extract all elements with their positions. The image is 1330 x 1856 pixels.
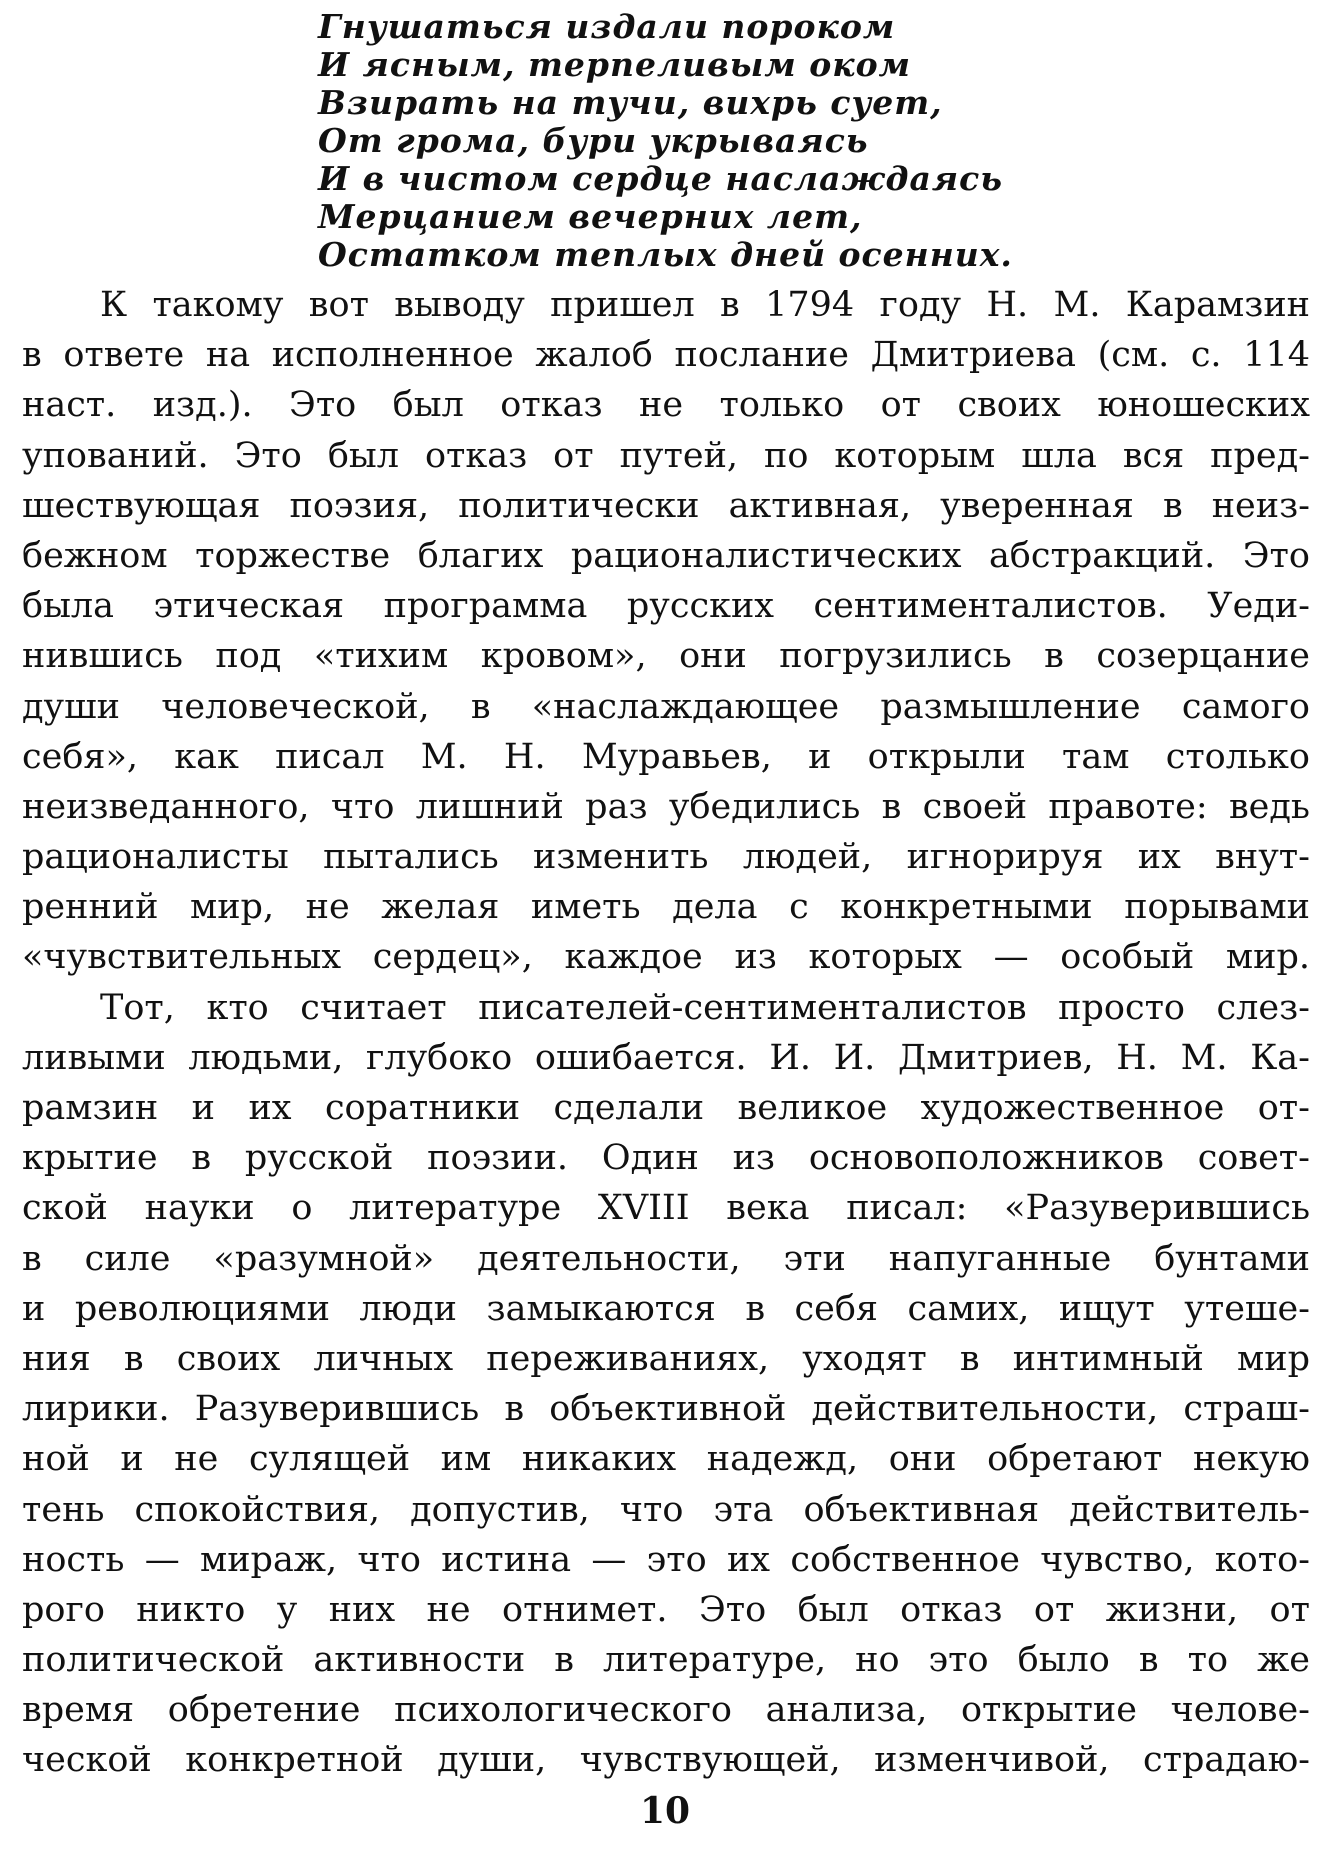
verse-epigraph	[318, 8, 1078, 274]
page-number: 10	[639, 1790, 691, 1832]
verse-line: И в чистом сердце наслаждаясь	[318, 159, 1004, 198]
text-line: неизведанного, что лишний раз убедились в своей правоте: ведь	[22, 786, 1310, 827]
text-line: тень спокойствия, допустив, что эта объективная действитель-	[22, 1489, 1310, 1530]
text-line: ность — мираж, что истина — это их собственное чувство, кото-	[22, 1539, 1310, 1580]
text-line: время обретение психологического анализа, открытие челове-	[22, 1690, 1310, 1731]
text-line: наст. изд.). Это был отказ не только от своих юношеских	[22, 385, 1310, 426]
text-line: ной и не сулящей им никаких надежд, они обретают некую	[22, 1439, 1310, 1480]
text-line: ренний мир, не желая иметь дела с конкретными порывами	[22, 887, 1310, 928]
text-line: ния в своих личных переживаниях, уходят в интимный мир	[22, 1338, 1310, 1379]
text-line: лирики. Разуверившись в объективной действительности, страш-	[22, 1389, 1310, 1430]
text-line: шествующая поэзия, политически активная, уверенная в неиз-	[22, 485, 1310, 526]
paragraph-1	[22, 280, 1310, 983]
body-text	[22, 280, 1310, 1786]
verse-line: Взирать на тучи, вихрь сует,	[318, 83, 943, 122]
text-line: ливыми людьми, глубоко ошибается. И. И. Дмитриев, Н. М. Ка-	[22, 1037, 1310, 1078]
text-line: Тот, кто считает писателей-сентименталистов просто слез-	[100, 987, 1310, 1028]
text-line: рого никто у них не отнимет. Это был отказ от жизни, от	[22, 1589, 1310, 1630]
verse-line: И ясным, терпеливым оком	[318, 45, 911, 84]
paragraph-2	[22, 983, 1310, 1786]
text-line: ской науки о литературе XVIII века писал: «Разуверившись	[22, 1188, 1310, 1229]
text-line: рационалисты пытались изменить людей, игнорируя их внут-	[22, 837, 1310, 878]
text-line: ческой конкретной души, чувствующей, изменчивой, страдаю-	[22, 1740, 1310, 1781]
text-line: «чувствительных сердец», каждое из которых — особый мир.	[22, 937, 1310, 978]
text-line: политической активности в литературе, но это было в то же	[22, 1640, 1310, 1681]
text-line: К такому вот выводу пришел в 1794 году Н. М. Карамзин	[100, 285, 1310, 325]
text-line: нившись под «тихим кровом», они погрузились в созерцание	[22, 636, 1310, 677]
verse-line: Гнушаться издали пороком	[318, 7, 896, 46]
text-line: упований. Это был отказ от путей, по которым шла вся пред-	[22, 435, 1310, 476]
text-line: в силе «разумной» деятельности, эти напуганные бунтами	[22, 1238, 1310, 1279]
text-line: себя», как писал М. Н. Муравьев, и открыли там столько	[22, 736, 1310, 777]
text-line: души человеческой, в «наслаждающее размышление самого	[22, 686, 1310, 727]
verse-line: Мерцанием вечерних лет,	[318, 197, 863, 236]
verse-line: Остатком теплых дней осенних.	[318, 235, 1013, 274]
text-line: крытие в русской поэзии. Один из основоположников совет-	[22, 1138, 1310, 1179]
text-line: и революциями люди замыкаются в себя самих, ищут утеше-	[22, 1288, 1310, 1329]
text-line: рамзин и их соратники сделали великое художественное от-	[22, 1088, 1310, 1128]
text-line: бежном торжестве благих рационалистических абстракций. Это	[22, 535, 1310, 576]
text-line: была этическая программа русских сентименталистов. Уеди-	[22, 586, 1310, 627]
text-line: в ответе на исполненное жалоб послание Дмитриева (см. с. 114	[22, 335, 1310, 376]
verse-line: От грома, бури укрываясь	[318, 121, 869, 160]
